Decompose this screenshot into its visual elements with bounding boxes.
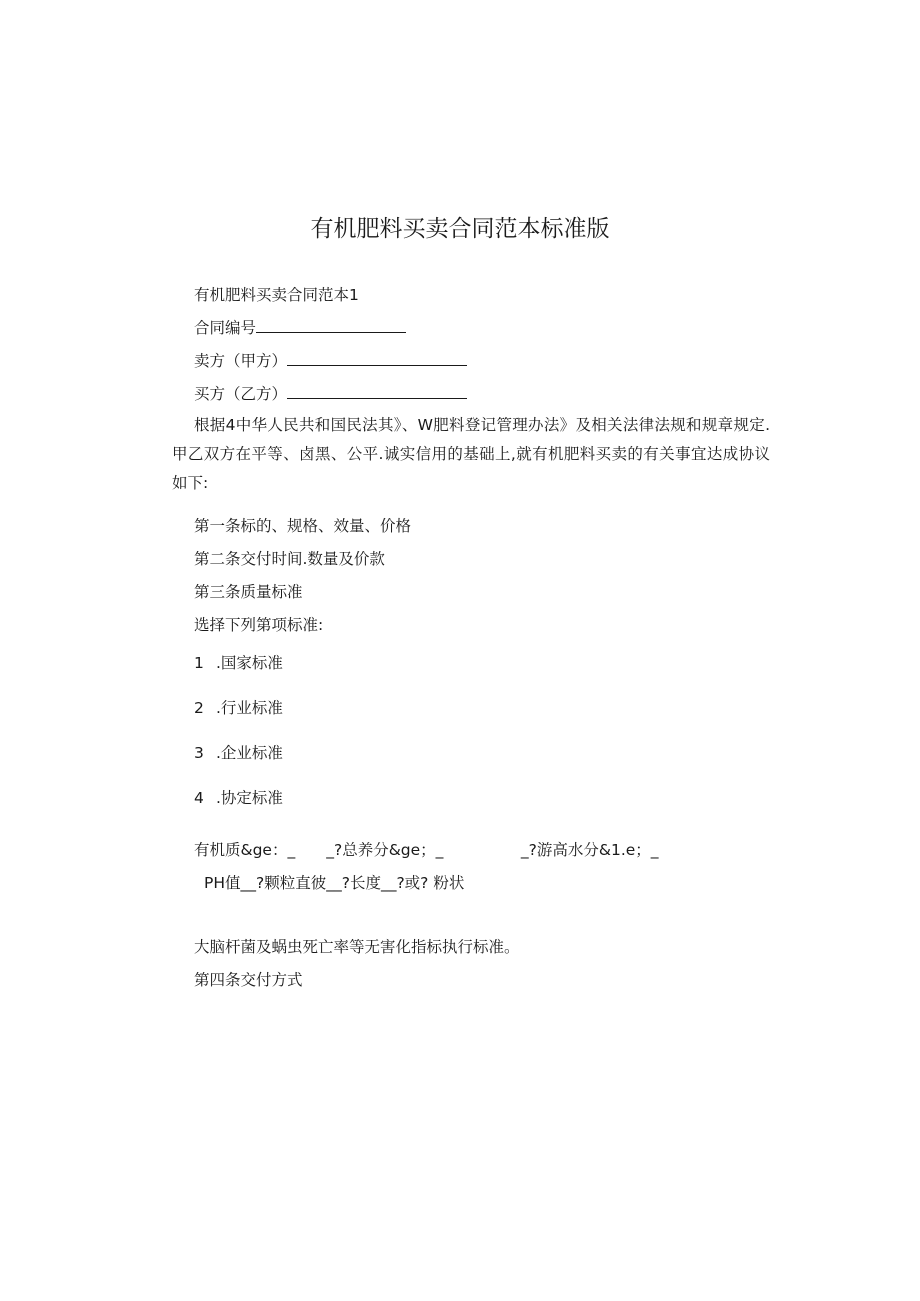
standard-label: .协定标准 (216, 789, 283, 807)
quality-specs-line-1: 有机质&ge：_ _?总养分&ge；_ _?游高水分&1.e；_ (194, 841, 659, 859)
quality-specs-line-2: PH值__?颗粒直彼__?长度__?或? 粉状 (204, 874, 465, 892)
article-4-heading: 第四条交付方式 (194, 971, 303, 989)
harmless-indicator-text: 大脑杆菌及蜗虫死亡率等无害化指标执行标准。 (194, 938, 520, 956)
standard-number: 1 (194, 654, 204, 672)
standard-number: 4 (194, 789, 204, 807)
buyer-label: 买方（乙方） (194, 385, 288, 403)
select-standard-text: 选择下列第项标准: (194, 616, 324, 634)
article-2-heading: 第二条交付时间.数量及价款 (194, 550, 385, 568)
standard-label: .企业标准 (216, 744, 283, 762)
standard-label: .行业标准 (216, 699, 283, 717)
contract-subtitle: 有机肥料买卖合同范本1 (194, 286, 359, 304)
preamble-paragraph: 根据4中华人民共和国民法其》、W肥料登记管理办法》及相关法律法规和规章规定.甲乙双方在平等、卤黑、公平.诚实信用的基础上,就有机肥料买卖的有关事宜达成协议如下: (172, 416, 770, 492)
standard-item (194, 787, 283, 809)
article-3-heading: 第三条质量标准 (194, 583, 303, 601)
contract-number-blank (256, 317, 406, 333)
document-title: 有机肥料买卖合同范本标准版 (310, 216, 610, 242)
standard-item (194, 652, 283, 674)
seller-label: 卖方（甲方） (194, 352, 288, 370)
standard-item (194, 697, 283, 719)
standard-label: .国家标准 (216, 654, 283, 672)
seller-line (194, 350, 467, 372)
seller-blank (287, 350, 467, 366)
article-1-heading: 第一条标的、规格、效量、价格 (194, 517, 412, 535)
contract-number-line (194, 317, 406, 339)
standard-number: 3 (194, 744, 204, 762)
contract-number-label: 合同编号 (194, 319, 257, 337)
buyer-line (194, 383, 467, 405)
buyer-blank (287, 383, 467, 399)
standard-number: 2 (194, 699, 204, 717)
standard-item (194, 742, 283, 764)
